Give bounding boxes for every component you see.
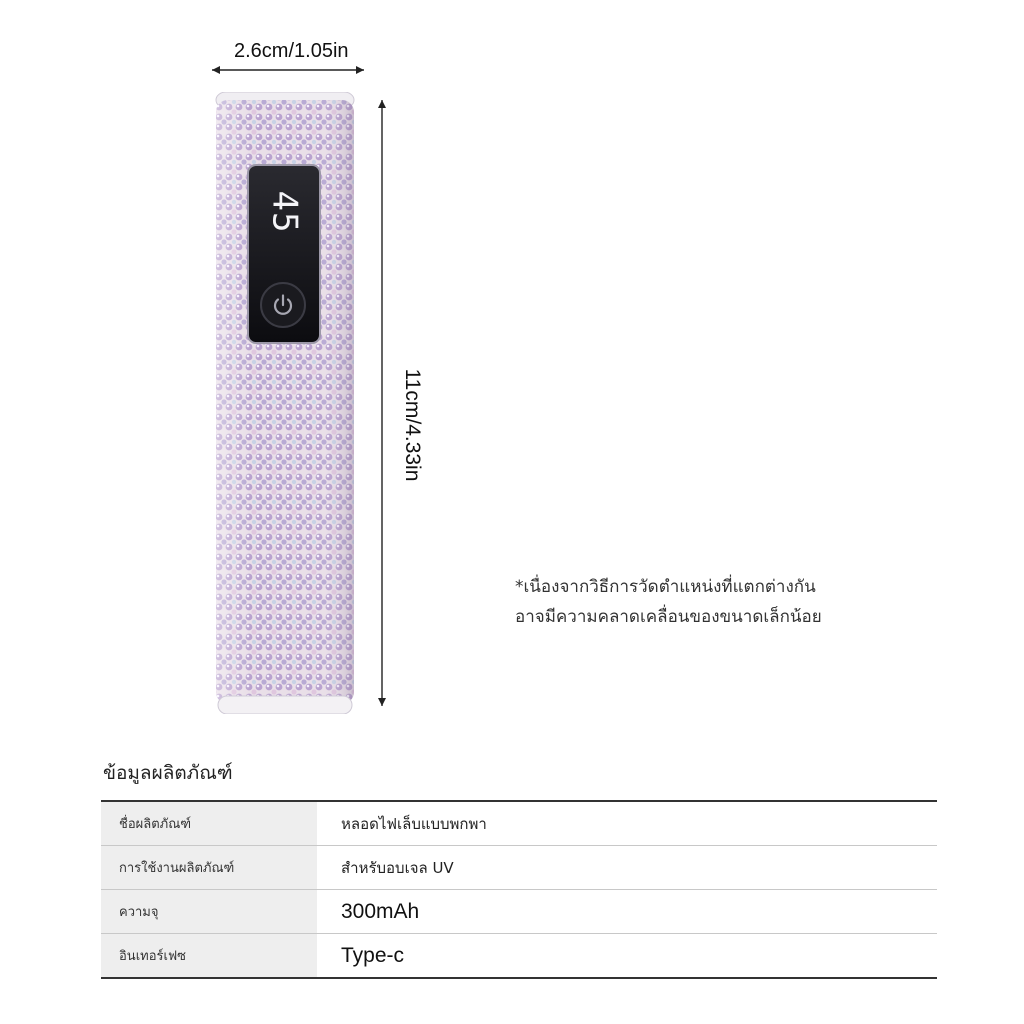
spec-label-usage: การใช้งานผลิตภัณฑ์	[101, 846, 317, 890]
digital-display	[260, 188, 308, 236]
spec-label-name: ชื่อผลิตภัณฑ์	[101, 801, 317, 846]
nail-lamp-device	[214, 92, 356, 714]
measurement-note	[515, 572, 822, 632]
spec-value-usage: สำหรับอบเจล UV	[317, 846, 937, 890]
spec-value-interface: Type-c	[317, 934, 937, 979]
display-value: 45	[263, 190, 304, 234]
power-icon	[270, 292, 296, 318]
product-spec-table	[101, 800, 937, 979]
table-row	[101, 890, 937, 934]
width-dimension-label: 2.6cm/1.05in	[234, 40, 349, 62]
table-row	[101, 801, 937, 846]
product-info-title: ข้อมูลผลิตภัณฑ์	[103, 762, 233, 784]
spec-label-interface: อินเทอร์เฟซ	[101, 934, 317, 979]
power-button[interactable]	[260, 282, 306, 328]
note-line-2: อาจมีความคลาดเคลื่อนของขนาดเล็กน้อย	[515, 607, 822, 627]
spec-value-capacity: 300mAh	[317, 890, 937, 934]
height-dimension-arrow	[372, 96, 392, 710]
device-body	[214, 92, 356, 714]
table-row	[101, 846, 937, 890]
note-line-1: *เนื่องจากวิธีการวัดตำแหน่งที่แตกต่างกัน	[515, 577, 816, 597]
height-dimension-label: 11cm/4.33in	[401, 368, 424, 482]
spec-label-capacity: ความจุ	[101, 890, 317, 934]
table-row	[101, 934, 937, 979]
spec-value-name: หลอดไฟเล็บแบบพกพา	[317, 801, 937, 846]
width-dimension-arrow	[208, 60, 368, 80]
